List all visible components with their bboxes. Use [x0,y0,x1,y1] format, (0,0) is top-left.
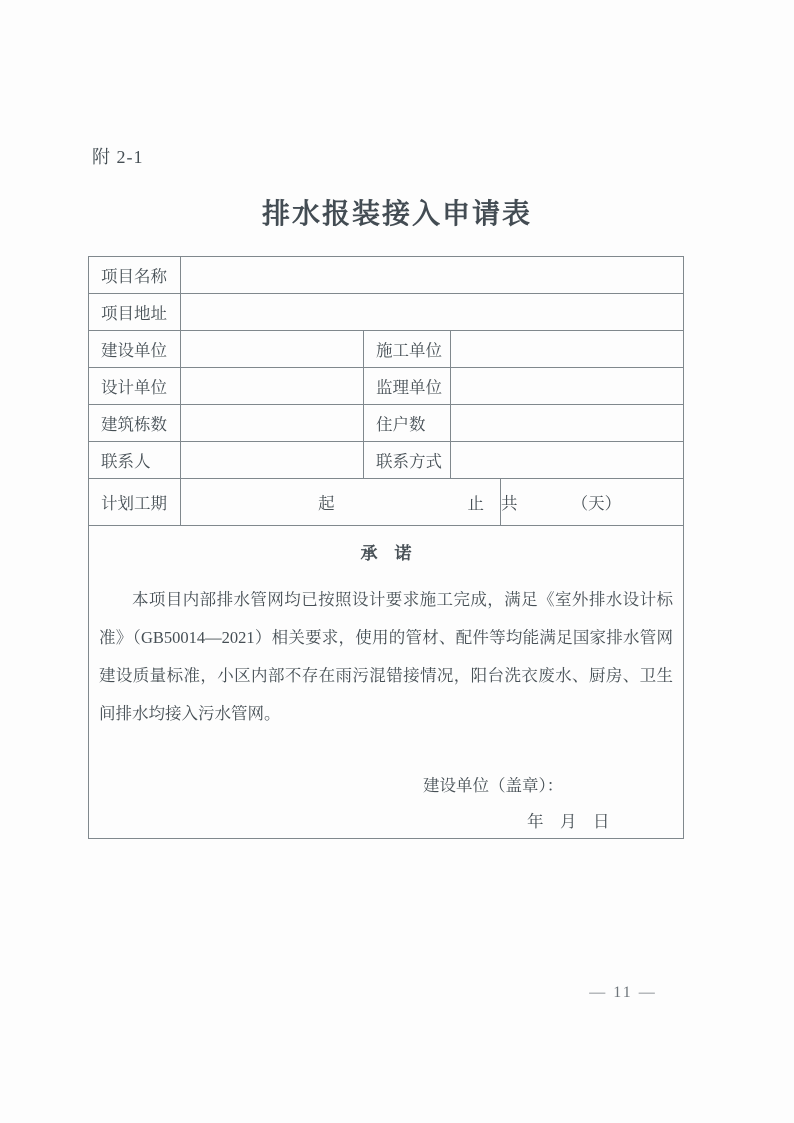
page-number: — 11 — [589,984,657,1001]
period-total-label: 共 [501,494,518,513]
contact-method-label: 联系方式 [364,442,451,479]
table-row [89,479,684,526]
commitment-body-text: 本项目内部排水管网均已按照设计要求施工完成，满足《室外排水设计标准》（GB50014—2021）相关要求，使用的管材、配件等均能满足国家排水管网建设质量标准，小区内部不存在雨污混错接情况，阳台洗衣废水、厨房、卫生间排水均接入污水管网。 [99,590,673,723]
planned-period-range-field [181,479,501,526]
page-title: 排水报装接入申请表 [261,199,532,230]
construction-unit-label: 建设单位 [89,331,181,368]
project-address-label: 项目地址 [89,294,181,331]
period-days-label: （天） [571,494,622,513]
date-line: 年 月 日 [527,812,610,831]
table-row [89,368,684,405]
building-count-label: 建筑栋数 [89,405,181,442]
contact-person-field [181,442,364,479]
household-count-label: 住户数 [364,405,451,442]
project-address-field [181,294,684,331]
design-unit-label: 设计单位 [89,368,181,405]
builder-unit-label: 施工单位 [364,331,451,368]
contact-method-field [451,442,684,479]
builder-unit-field [451,331,684,368]
building-count-field [181,405,364,442]
construction-unit-seal-line: 建设单位（盖章）： [423,776,564,795]
supervision-unit-label: 监理单位 [364,368,451,405]
contact-person-label: 联系人 [89,442,181,479]
household-count-field [451,405,684,442]
planned-period-label: 计划工期 [89,479,181,526]
attachment-number-label: 附 2-1 [92,147,144,167]
construction-unit-field [181,331,364,368]
commitment-heading: 承 诺 [360,544,412,563]
period-end-label: 止 [467,494,484,513]
table-row [89,331,684,368]
table-row [89,294,684,331]
table-row [89,526,684,839]
project-name-field [181,257,684,294]
planned-period-total-field [501,479,684,526]
project-name-label: 项目名称 [89,257,181,294]
table-row [89,257,684,294]
application-form-table [88,256,684,839]
design-unit-field [181,368,364,405]
table-row [89,405,684,442]
commitment-cell [89,526,684,839]
supervision-unit-field [451,368,684,405]
period-start-label: 起 [318,494,335,513]
table-row [89,442,684,479]
